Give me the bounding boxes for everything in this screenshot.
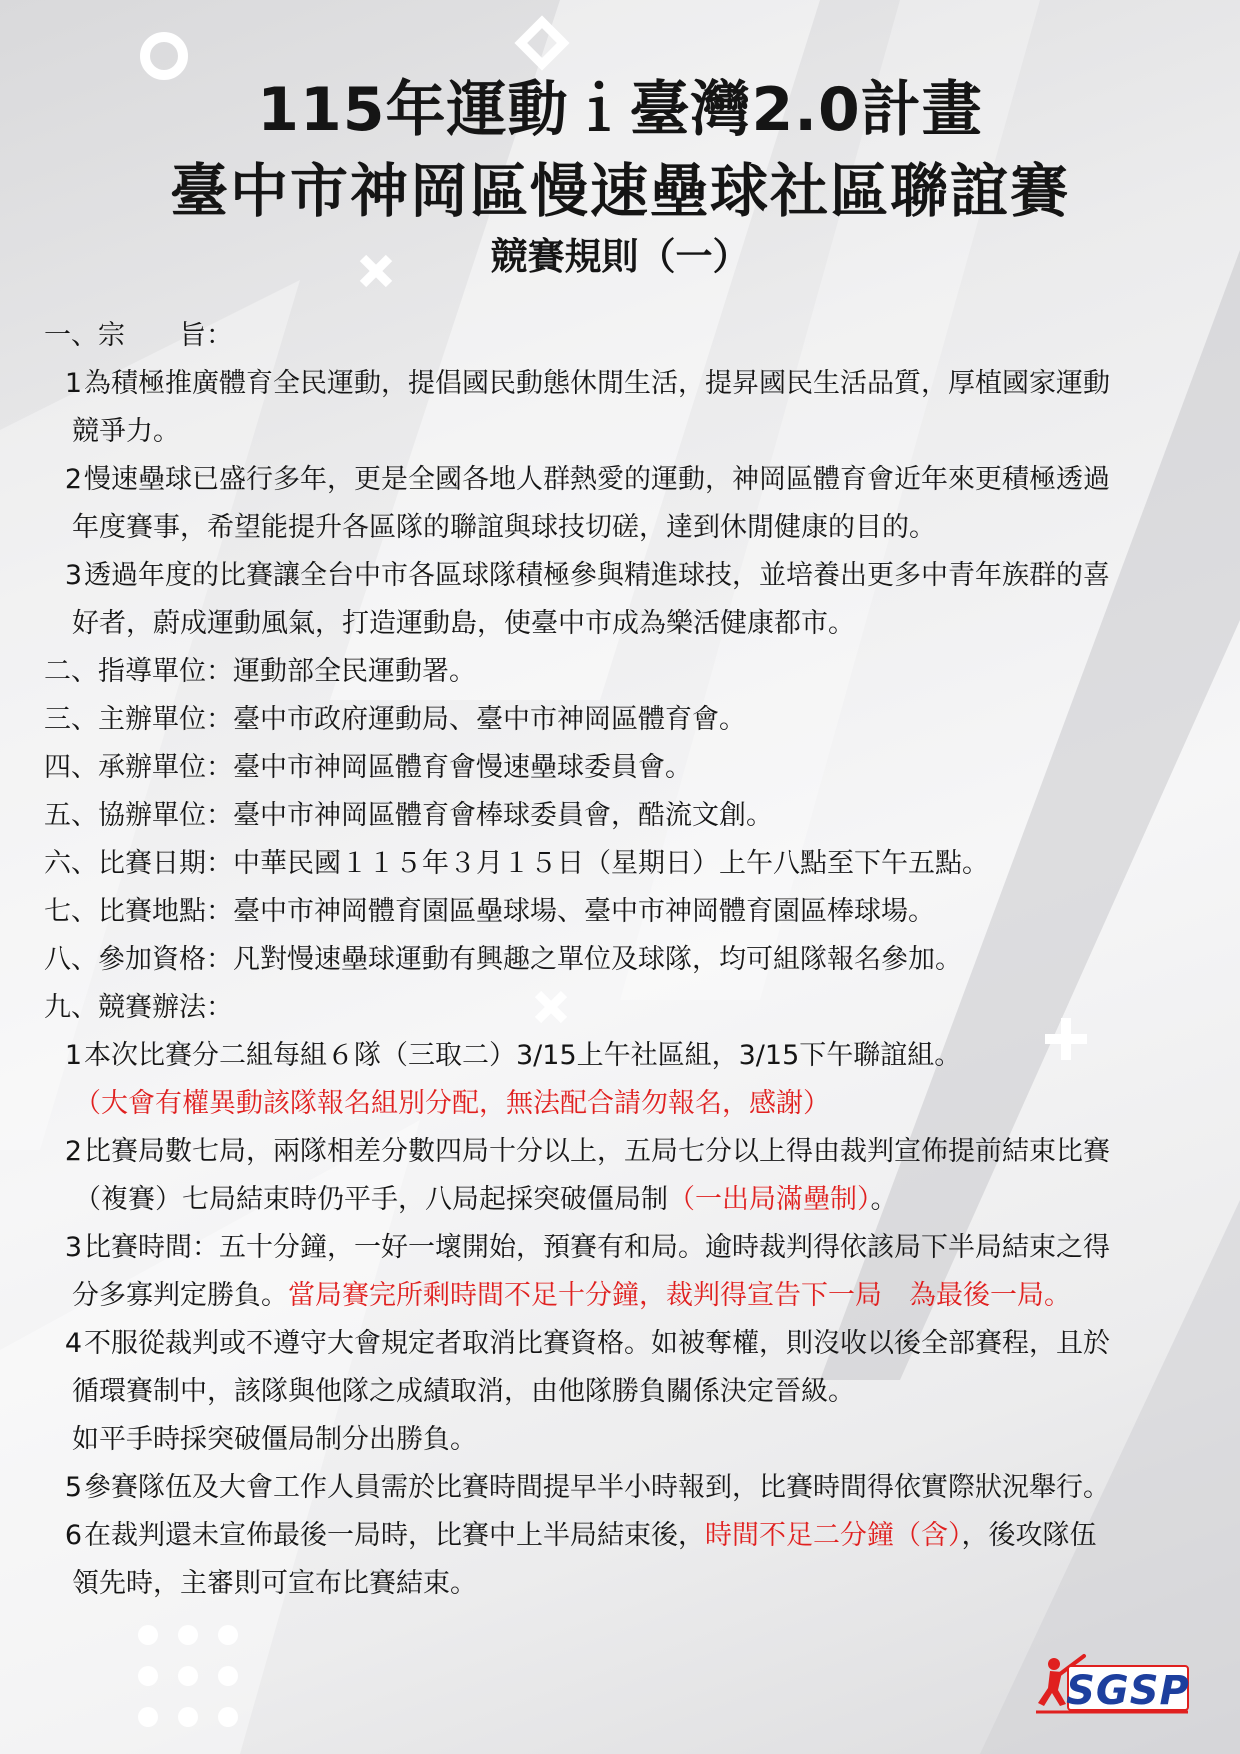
- item-text: 在裁判還未宣佈最後一局時，比賽中上半局結束後，: [84, 1520, 705, 1551]
- rule-item-2: [44, 1128, 1210, 1176]
- rule-item-1-note: （大會有權異動該隊報名組別分配，無法配合請勿報名，感謝）: [74, 1088, 830, 1119]
- rule-item-4-cont: 循環賽制中，該隊與他隊之成績取消，由他隊勝負關係決定晉級。: [72, 1376, 855, 1407]
- section-guidance: 二、指導單位：運動部全民運動署。: [44, 656, 476, 687]
- sgsp-logo: [1032, 1652, 1192, 1720]
- item-text: ，後攻隊伍: [961, 1520, 1097, 1551]
- item-number: 3: [64, 1232, 82, 1263]
- rule-item-2-cont: [44, 1176, 1210, 1224]
- event-title: 臺中市神岡區慢速壘球社區聯誼賽: [169, 157, 1070, 225]
- item-number: 4: [64, 1328, 82, 1359]
- section-date: 六、比賽日期：中華民國１１５年３月１５日（星期日）上午八點至下午五點。: [44, 848, 989, 879]
- section-host: 四、承辦單位：臺中市神岡區體育會慢速壘球委員會。: [44, 752, 692, 783]
- highlight-text: （一出局滿壘制）: [668, 1184, 871, 1215]
- rules-subtitle: 競賽規則（一）: [490, 235, 750, 278]
- item-text: 為積極推廣體育全民運動，提倡國民動態休閒生活，提昇國民生活品質，厚植國家運動: [84, 368, 1110, 399]
- purpose-item-2-cont: 年度賽事，希望能提升各區隊的聯誼與球技切磋，達到休閒健康的目的。: [72, 512, 936, 543]
- item-number: 2: [64, 1136, 82, 1167]
- item-text: （複賽）七局結束時仍平手，八局起採突破僵局制: [74, 1184, 668, 1215]
- item-number: 1: [64, 368, 82, 399]
- item-text: 慢速壘球已盛行多年，更是全國各地人群熱愛的運動，神岡區體育會近年來更積極透過: [84, 464, 1110, 495]
- section-co-organizer: 五、協辦單位：臺中市神岡區體育會棒球委員會，酷流文創。: [44, 800, 773, 831]
- item-number: 2: [64, 464, 82, 495]
- item-number: 3: [64, 560, 82, 591]
- rule-item-4-cont-2: 如平手時採突破僵局制分出勝負。: [72, 1424, 477, 1455]
- item-text: 透過年度的比賽讓全台中市各區球隊積極參與精進球技，並培養出更多中青年族群的喜: [84, 560, 1110, 591]
- page-title: 115年運動ｉ臺灣2.0計畫: [257, 75, 983, 145]
- rule-item-6-cont: 領先時，主審則可宣布比賽結束。: [72, 1568, 477, 1599]
- item-text: 比賽局數七局，兩隊相差分數四局十分以上，五局七分以上得由裁判宣佈提前結束比賽: [84, 1136, 1110, 1167]
- section-eligibility: 八、參加資格：凡對慢速壘球運動有興趣之單位及球隊，均可組隊報名參加。: [44, 944, 962, 975]
- rules-body: [44, 312, 1210, 1608]
- section-purpose-heading: 一、宗 旨：: [44, 320, 233, 351]
- highlight-text: 時間不足二分鐘（含）: [705, 1520, 962, 1551]
- item-text: 比賽時間：五十分鐘，一好一壞開始，預賽有和局。逾時裁判得依該局下半局結束之得: [84, 1232, 1110, 1263]
- rule-item-6: [44, 1512, 1210, 1560]
- rule-item-3-cont: [44, 1272, 1210, 1320]
- item-text: 。: [870, 1184, 898, 1215]
- item-number: 6: [64, 1520, 82, 1551]
- item-number: 1: [64, 1040, 82, 1071]
- item-text: 本次比賽分二組每組６隊（三取二）3/15上午社區組，3/15下午聯誼組。: [84, 1040, 962, 1071]
- section-organizer: 三、主辦單位：臺中市政府運動局、臺中市神岡區體育會。: [44, 704, 746, 735]
- purpose-item-2: [44, 456, 1210, 504]
- purpose-item-3: [44, 552, 1210, 600]
- purpose-item-1-cont: 競爭力。: [72, 416, 180, 447]
- item-text: 參賽隊伍及大會工作人員需於比賽時間提早半小時報到，比賽時間得依實際狀況舉行。: [84, 1472, 1110, 1503]
- section-venue: 七、比賽地點：臺中市神岡體育園區壘球場、臺中市神岡體育園區棒球場。: [44, 896, 935, 927]
- purpose-item-3-cont: 好者，蔚成運動風氣，打造運動島，使臺中市成為樂活健康都市。: [72, 608, 855, 639]
- item-text: 分多寡判定勝負。: [72, 1280, 288, 1311]
- rule-item-4: [44, 1320, 1210, 1368]
- rule-item-3: [44, 1224, 1210, 1272]
- section-competition-heading: 九、競賽辦法：: [44, 992, 233, 1023]
- purpose-item-1: [44, 360, 1210, 408]
- item-number: 5: [64, 1472, 82, 1503]
- logo-text: SGSP: [1066, 1668, 1190, 1714]
- item-text: 不服從裁判或不遵守大會規定者取消比賽資格。如被奪權，則沒收以後全部賽程，且於: [84, 1328, 1110, 1359]
- rule-item-1: [44, 1032, 1210, 1080]
- rule-item-5: [44, 1464, 1210, 1512]
- highlight-text: 當局賽完所剩時間不足十分鐘，裁判得宣告下一局 為最後一局。: [288, 1280, 1071, 1311]
